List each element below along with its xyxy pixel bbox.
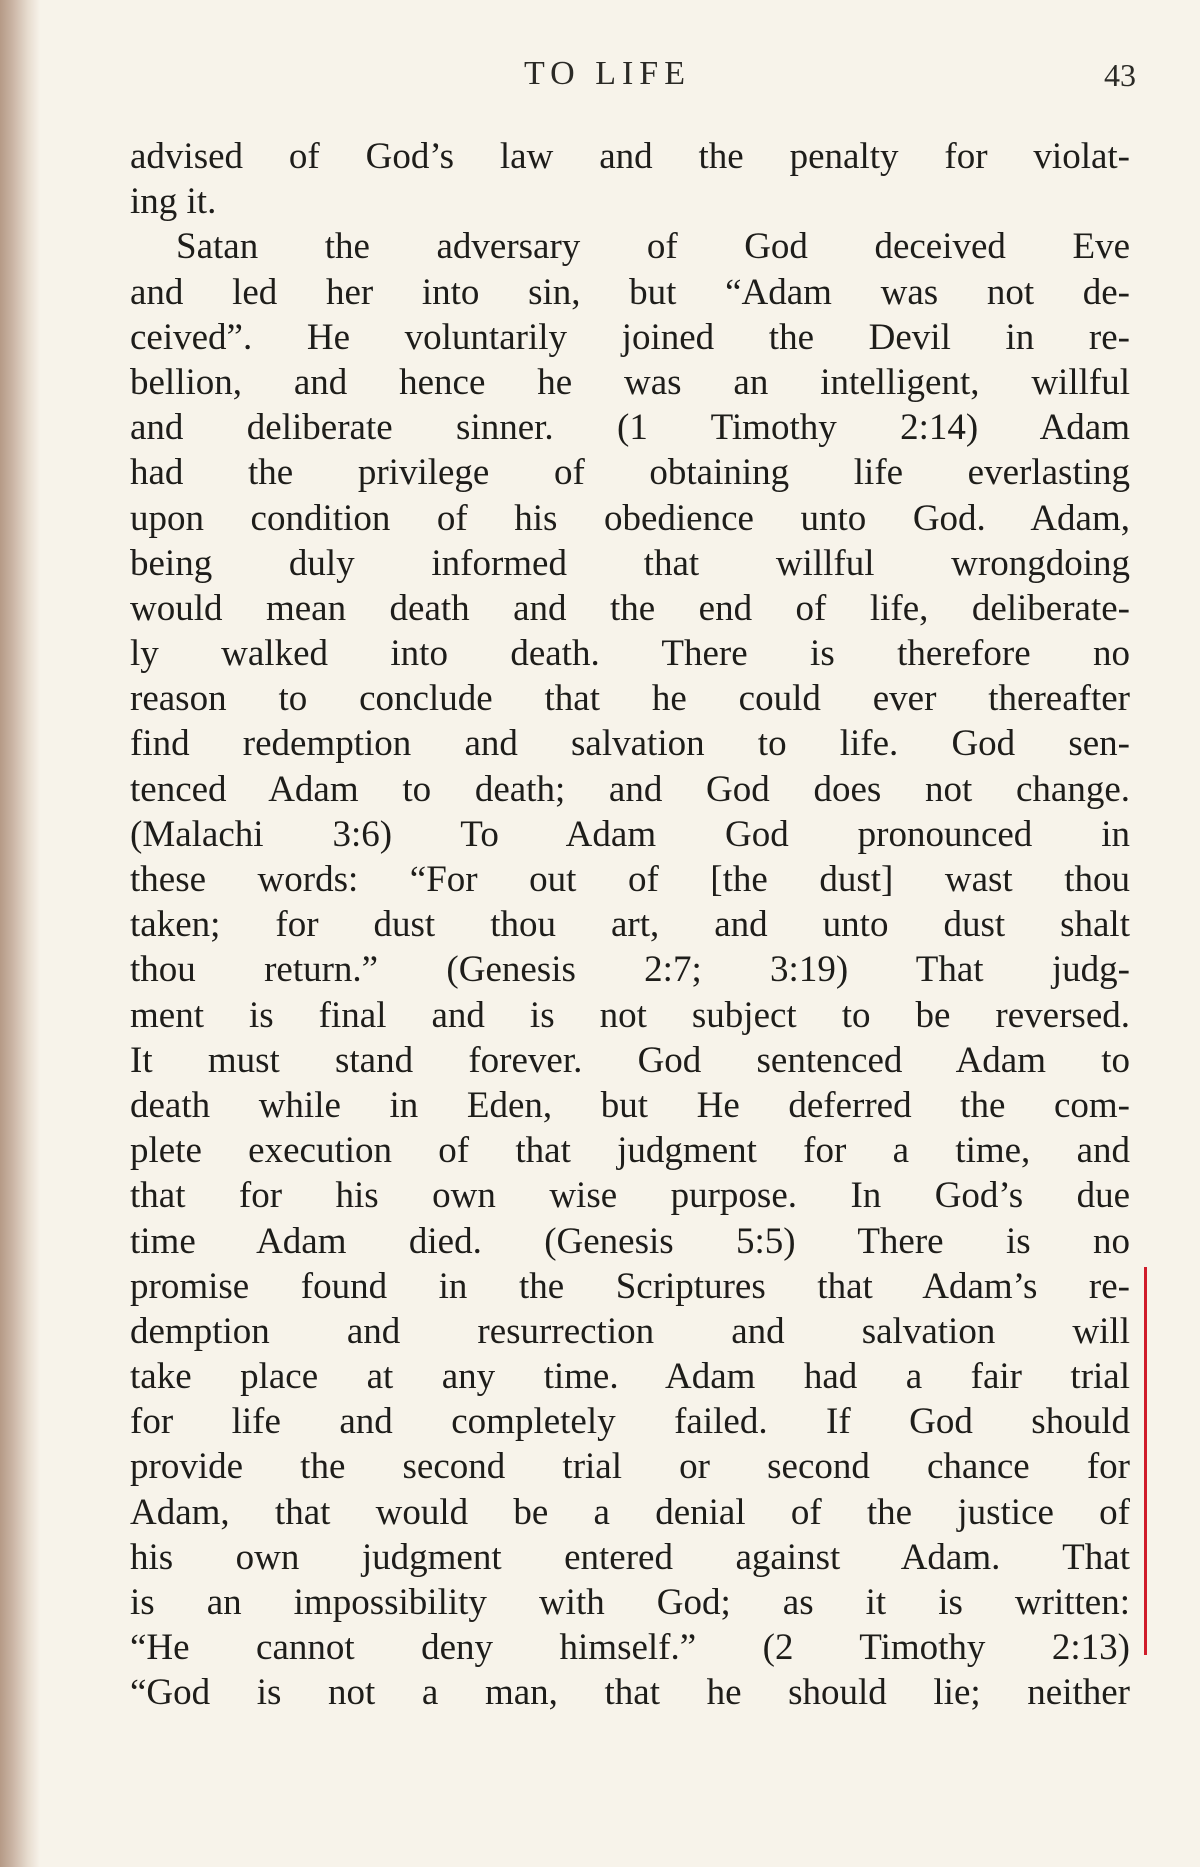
text-line: ing it. [130, 181, 217, 223]
text-line: find redemption and salvation to life. God sen- [130, 723, 1130, 765]
text-line: It must stand forever. God sentenced Adam to [130, 1039, 1130, 1081]
body-text [130, 134, 1130, 1716]
text-line: is an impossibility with God; as it is written: [130, 1582, 1130, 1623]
running-title: TO LIFE [524, 55, 691, 92]
margin-highlight-line [1144, 1267, 1147, 1655]
text-line: “He cannot deny himself.” (2 Timothy 2:13) [130, 1627, 1130, 1669]
text-line: reason to conclude that he could ever thereafter [130, 678, 1130, 720]
text-line: thou return.” (Genesis 2:7; 3:19) That judg- [130, 949, 1130, 991]
text-line: ment is final and is not subject to be reversed. [130, 994, 1130, 1036]
text-line: (Malachi 3:6) To Adam God pronounced in [130, 813, 1130, 855]
text-line: take place at any time. Adam had a fair trial [130, 1356, 1130, 1398]
text-line: time Adam died. (Genesis 5:5) There is no [130, 1220, 1130, 1262]
text-line: and deliberate sinner. (1 Timothy 2:14) Adam [130, 407, 1130, 449]
text-line: demption and resurrection and salvation will [130, 1310, 1130, 1352]
binding-shadow [0, 0, 40, 1867]
text-line: had the privilege of obtaining life everlasting [130, 452, 1130, 494]
text-line: plete execution of that judgment for a time, and [130, 1130, 1130, 1172]
text-line: for life and completely failed. If God should [130, 1401, 1130, 1443]
text-line: tenced Adam to death; and God does not change. [130, 768, 1130, 810]
text-line: would mean death and the end of life, deliberate- [130, 587, 1130, 629]
text-line: Satan the adversary of God deceived Eve [176, 226, 1130, 268]
text-line: these words: “For out of [the dust] wast thou [130, 859, 1130, 900]
text-line: “God is not a man, that he should lie; neither [130, 1672, 1130, 1714]
text-line: and led her into sin, but “Adam was not de- [130, 271, 1130, 313]
running-head [0, 55, 1200, 99]
text-line: ly walked into death. There is therefore no [130, 633, 1130, 675]
text-line: promise found in the Scriptures that Adam’s re- [130, 1265, 1130, 1307]
page-number: 43 [1104, 57, 1136, 93]
text-line: advised of God’s law and the penalty for violat- [130, 136, 1130, 177]
text-line: bellion, and hence he was an intelligent, willful [130, 361, 1130, 403]
text-line: that for his own wise purpose. In God’s due [130, 1175, 1130, 1217]
text-line: Adam, that would be a denial of the justice of [130, 1491, 1130, 1533]
text-line: death while in Eden, but He deferred the com- [130, 1084, 1130, 1126]
text-line: his own judgment entered against Adam. That [130, 1536, 1130, 1578]
text-line: upon condition of his obedience unto God. Adam, [130, 497, 1130, 539]
text-line: provide the second trial or second chance for [130, 1446, 1130, 1488]
text-line: ceived”. He voluntarily joined the Devil in re- [130, 316, 1130, 358]
text-line: being duly informed that willful wrongdoing [130, 542, 1130, 584]
text-line: taken; for dust thou art, and unto dust shalt [130, 904, 1130, 946]
